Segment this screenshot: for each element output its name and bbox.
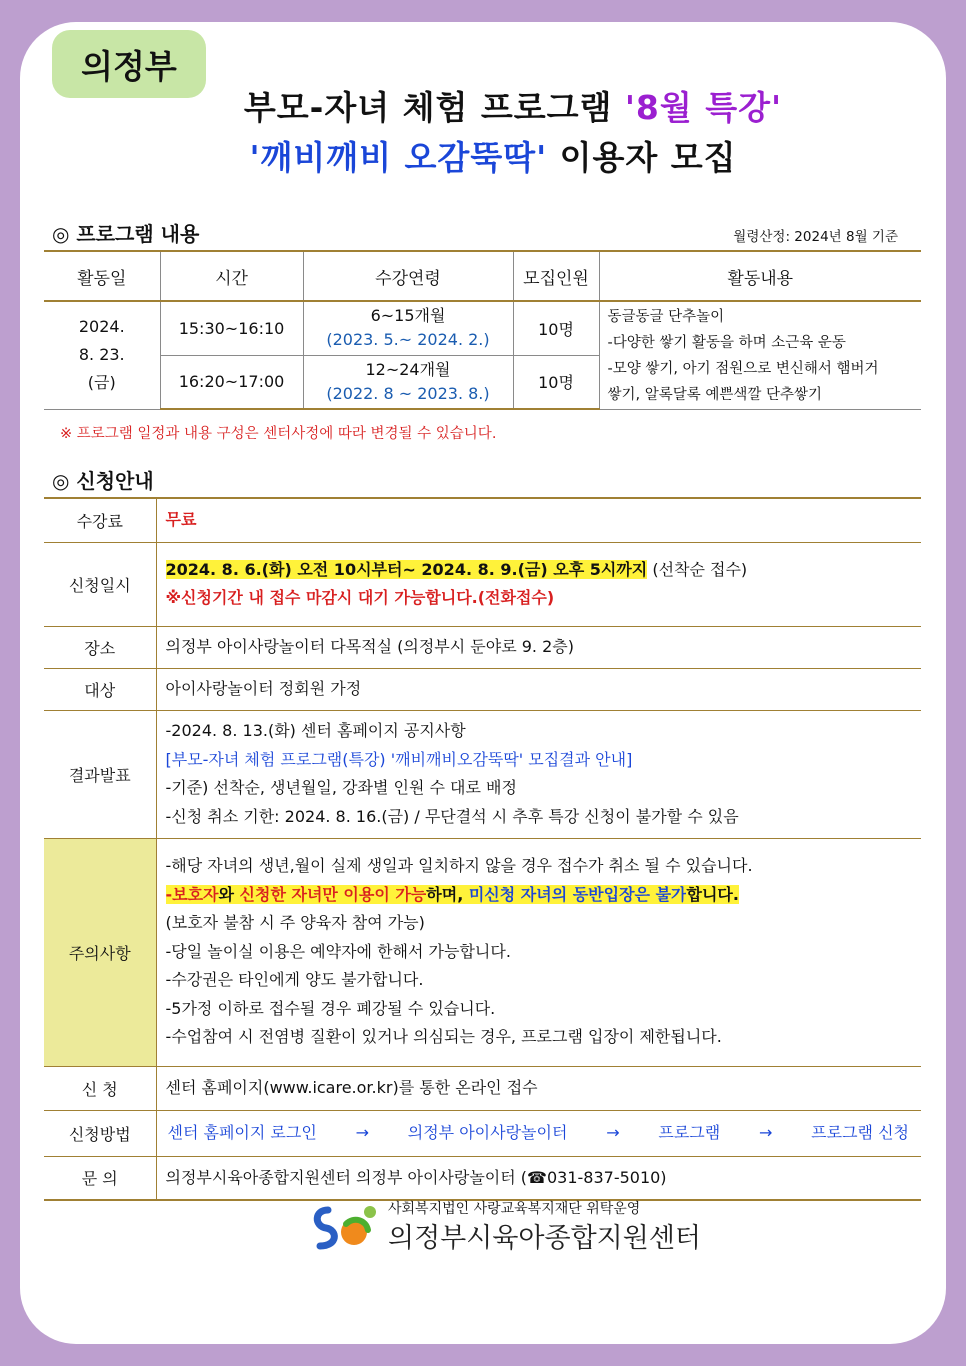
- place-value: 의정부 아이사랑놀이터 다목적실 (의정부시 둔야로 9. 2층): [156, 626, 921, 668]
- col-capacity: 모집인원: [513, 251, 599, 301]
- activity-date: 2024. 8. 23. (금): [44, 301, 160, 409]
- method-step-program: 프로그램: [658, 1122, 721, 1142]
- title-line-1: 부모-자녀 체험 프로그램 '8월 특강': [243, 88, 783, 127]
- arrow-icon: →: [606, 1122, 620, 1142]
- col-age: 수강연령: [303, 251, 513, 301]
- age-basis-note: 월령산정: 2024년 8월 기준: [733, 229, 898, 245]
- center-name: 의정부시육아종합지원센터: [388, 1223, 701, 1254]
- caution-label: 주의사항: [44, 838, 156, 1066]
- result-label: 결과발표: [44, 710, 156, 838]
- method-steps: [156, 1110, 921, 1156]
- center-logo-icon: [310, 1202, 382, 1252]
- fee-value: 무료: [156, 498, 921, 542]
- schedule-notice: ※ 프로그램 일정과 내용 구성은 센터사정에 따라 변경될 수 있습니다.: [60, 426, 497, 442]
- program-heading: ◎ 프로그램 내용: [52, 222, 200, 246]
- session-capacity: 10명: [513, 301, 599, 355]
- fee-label: 수강료: [44, 498, 156, 542]
- col-date: 활동일: [44, 251, 160, 301]
- contact-label: 문 의: [44, 1156, 156, 1200]
- session-capacity: 10명: [513, 355, 599, 409]
- period-value: 2024. 8. 6.(화) 오전 10시부터~ 2024. 8. 9.(금) 오후 5시까지 (선착순 접수) ※신청기간 내 접수 마감시 대기 가능합니다.(전화접수): [156, 542, 921, 626]
- apply-value: 센터 홈페이지(www.icare.or.kr)를 통한 온라인 접수: [156, 1066, 921, 1110]
- col-activity: 활동내용: [599, 251, 921, 301]
- method-step-apply: 프로그램 신청: [811, 1122, 909, 1142]
- contact-value: 의정부시육아종합지원센터 의정부 아이사랑놀이터 (☎031-837-5010): [156, 1156, 921, 1200]
- period-label: 신청일시: [44, 542, 156, 626]
- session-time: 15:30~16:10: [160, 301, 303, 355]
- title-line-2: '깨비깨비 오감뚝딱' 이용자 모집: [249, 138, 737, 177]
- session-time: 16:20~17:00: [160, 355, 303, 409]
- application-table: [44, 497, 921, 1201]
- session-age: 12~24개월 (2022. 8 ~ 2023. 8.): [303, 355, 513, 409]
- region-tag: 의정부: [52, 30, 206, 98]
- method-step-login: 센터 홈페이지 로그인: [167, 1122, 317, 1142]
- col-time: 시간: [160, 251, 303, 301]
- target-value: 아이사랑놀이터 정회원 가정: [156, 668, 921, 710]
- method-label: 신청방법: [44, 1110, 156, 1156]
- result-value: -2024. 8. 13.(화) 센터 홈페이지 공지사항 [부모-자녀 체험 프로그램(특강) '깨비깨비오감뚝딱' 모집결과 안내] -기준) 선착순, 생년월일, 강좌별 인원 수 대로 배정 -신청 취소 기한: 2024. 8. 16.(금) / 무단결석 시 추후 특강 신청이 불가할 수 있음: [156, 710, 921, 838]
- center-logo: [310, 1198, 701, 1254]
- place-label: 장소: [44, 626, 156, 668]
- apply-label: 신 청: [44, 1066, 156, 1110]
- operator-text: 사회복지법인 사랑교육복지재단 위탁운영: [388, 1201, 641, 1217]
- title-highlight: '8월 특강': [624, 88, 783, 127]
- target-label: 대상: [44, 668, 156, 710]
- application-heading: ◎ 신청안내: [52, 469, 154, 493]
- session-age: 6~15개월 (2023. 5.~ 2024. 2.): [303, 301, 513, 355]
- program-table: [44, 250, 921, 410]
- program-name: '깨비깨비 오감뚝딱': [249, 138, 548, 177]
- caution-value: -해당 자녀의 생년,월이 실제 생일과 일치하지 않을 경우 접수가 취소 될 수 있습니다. -보호자와 신청한 자녀만 이용이 가능하며, 미신청 자녀의 동반입장은 불가합니다. (보호자 불참 시 주 양육자 참여 가능) -당일 놀이실 이용은 예약자에 한해서 가능합니다. -수강권은 타인에게 양도 불가합니다. -5가정 이하로 접수될 경우 폐강될 수 있습니다. -수업참여 시 전염병 질환이 있거나 의심되는 경우, 프로그램 입장이 제한됩니다.: [156, 838, 921, 1066]
- activity-content: 동글동글 단추놀이 -다양한 쌓기 활동을 하며 소근육 운동 -모양 쌓기, 아기 점원으로 변신해서 햄버거 쌓기, 알록달록 예쁜색깔 단추쌓기: [599, 301, 921, 409]
- arrow-icon: →: [355, 1122, 369, 1142]
- arrow-icon: →: [758, 1122, 773, 1142]
- method-step-playground: 의정부 아이사랑놀이터: [407, 1122, 568, 1142]
